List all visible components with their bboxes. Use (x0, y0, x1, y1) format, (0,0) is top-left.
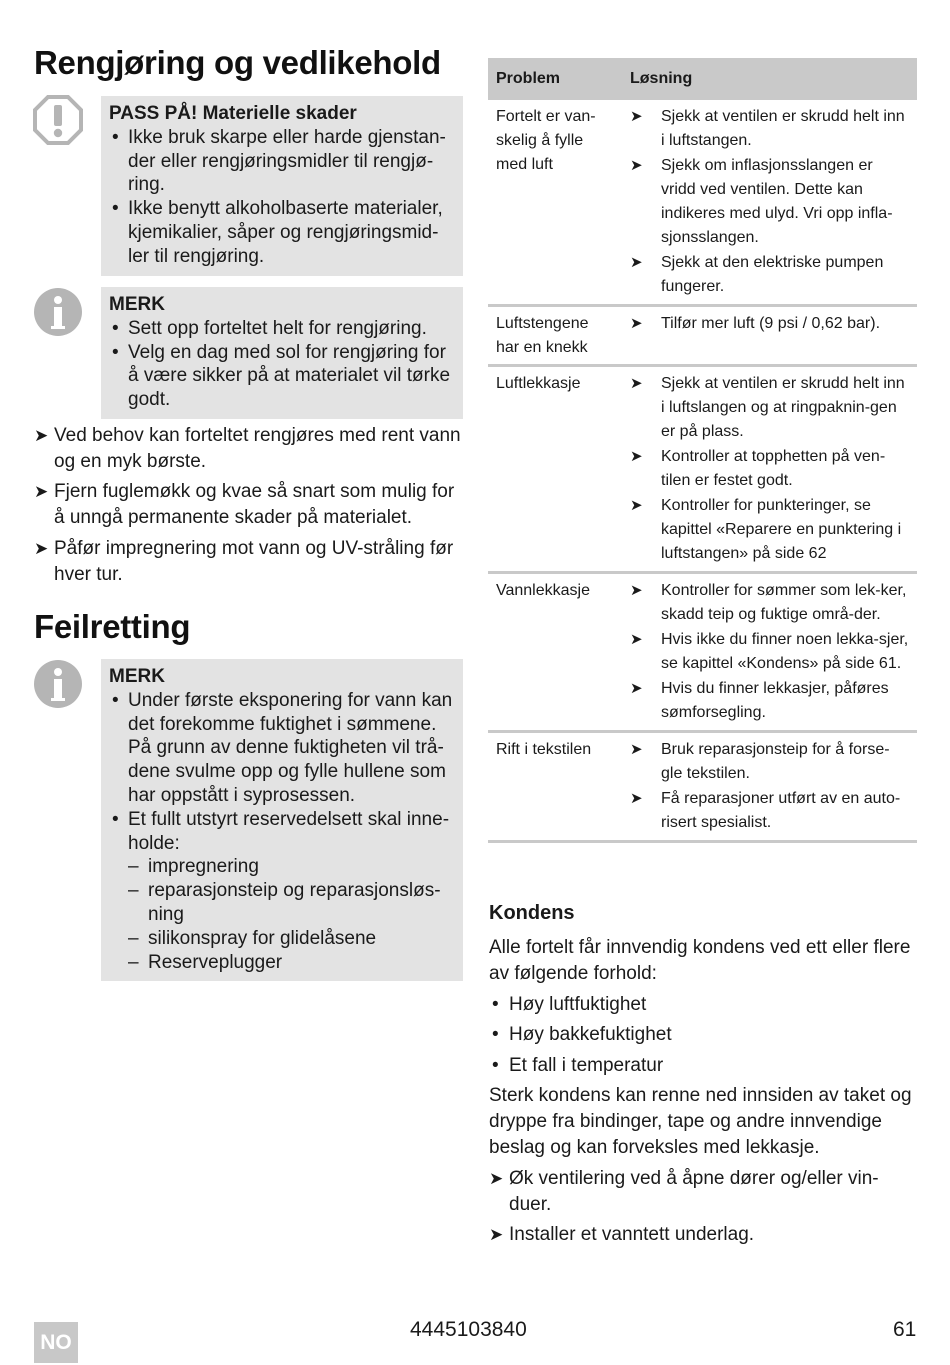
table-row (488, 573, 917, 732)
arrow-icon: ➤ (630, 448, 643, 465)
language-badge: NO (34, 1322, 78, 1363)
problem-cell: Luftstengene har en knekk (488, 306, 622, 366)
table-row (488, 306, 917, 366)
arrow-icon: ➤ (34, 539, 49, 558)
table-row (488, 732, 917, 842)
solution-item: ➤ Sjekk at ventilen er skrudd helt inn i luftstangen. (630, 105, 909, 153)
warning-octagon-icon (33, 95, 83, 145)
table-row (488, 100, 917, 306)
condensation-bullet: • Høy bakkefuktighet (489, 1022, 672, 1048)
problem-cell: Fortelt er van-skelig å fylle med luft (488, 100, 622, 306)
arrow-icon: ➤ (630, 254, 643, 271)
solution-cell (622, 100, 917, 306)
solution-cell (622, 366, 917, 573)
cleaning-step: ➤ Fjern fuglemøkk og kvae så snart som mulig for å unngå permanente skader på materialet. (34, 481, 455, 528)
note-subitem: – Reserveplugger (109, 951, 453, 975)
header-solution: Løsning (622, 58, 917, 100)
arrow-icon: ➤ (489, 1169, 504, 1188)
arrow-icon: ➤ (630, 315, 643, 332)
solution-item: ➤ Bruk reparasjonsteip for å forse-gle tekstilen. (630, 738, 909, 786)
note-box (101, 287, 463, 419)
header-problem: Problem (488, 58, 622, 100)
arrow-icon: ➤ (630, 790, 643, 807)
condensation-step: ➤ Øk ventilering ved å åpne dører og/eller vin-duer. (489, 1168, 879, 1215)
arrow-icon: ➤ (630, 680, 643, 697)
info-circle-icon (33, 287, 83, 337)
arrow-icon: ➤ (34, 482, 49, 501)
condensation-paragraph: Sterk kondens kan renne ned innsiden av taket og dryppe fra bindinger, tape og andre innvendige beslag og kan forveksles med lekkasje. (489, 1085, 912, 1158)
solution-item: ➤ Tilfør mer luft (9 psi / 0,62 bar). (630, 312, 909, 336)
condensation-bullet: • Et fall i temperatur (489, 1053, 663, 1079)
note-subitem: – impregnering (109, 855, 453, 879)
troubleshooting-note-box (101, 659, 463, 981)
page-number: 61 (893, 1318, 917, 1341)
solution-item: ➤ Hvis du finner lekkasjer, påføres sømforsegling. (630, 677, 909, 725)
condensation-intro: Alle fortelt får innvendig kondens ved ett eller flere av følgende forhold: (489, 937, 911, 984)
condensation-step: ➤ Installer et vanntett underlag. (489, 1222, 919, 1248)
problem-cell: Vannlekkasje (488, 573, 622, 732)
condensation-bullet: • Høy luftfuktighet (489, 992, 646, 1018)
solution-item: ➤ Sjekk at ventilen er skrudd helt inn i luftslangen og at ringpaknin-gen er på plass. (630, 372, 909, 444)
note-subitem: – silikonspray for glidelåsene (109, 927, 453, 951)
arrow-icon: ➤ (630, 582, 643, 599)
cleaning-heading: Rengjøring og vedlikehold (34, 44, 441, 81)
solution-cell (622, 306, 917, 366)
troubleshooting-table (488, 58, 917, 843)
document-number: 4445103840 (410, 1318, 527, 1341)
caution-title: PASS PÅ! Materielle skader (109, 103, 357, 124)
solution-item: ➤ Hvis ikke du finner noen lekka-sjer, se kapittel «Kondens» på side 61. (630, 628, 909, 676)
solution-item: ➤ Få reparasjoner utført av en auto-risert spesialist. (630, 787, 909, 835)
arrow-icon: ➤ (630, 497, 643, 514)
arrow-icon: ➤ (34, 426, 49, 445)
solution-item: ➤ Kontroller at topphetten på ven-tilen er festet godt. (630, 445, 909, 493)
troubleshooting-heading: Feilretting (34, 608, 191, 645)
solution-item: ➤ Kontroller for sømmer som lek-ker, skadd teip og fuktige områ-der. (630, 579, 909, 627)
arrow-icon: ➤ (630, 157, 643, 174)
table-row (488, 366, 917, 573)
condensation-heading: Kondens (489, 902, 575, 924)
arrow-icon: ➤ (489, 1225, 504, 1244)
solution-cell (622, 732, 917, 842)
note-subitem: – reparasjonsteip og reparasjonsløs-ning (109, 879, 453, 927)
solution-cell (622, 573, 917, 732)
info-circle-icon (33, 659, 83, 709)
caution-item: • Ikke benytt alkoholbaserte materialer, kjemikalier, såper og rengjøringsmid-ler til rengjøring. (109, 197, 453, 268)
arrow-icon: ➤ (630, 375, 643, 392)
problem-cell: Luftlekkasje (488, 366, 622, 573)
cleaning-step: ➤ Ved behov kan forteltet rengjøres med rent vann og en myk børste. (34, 425, 461, 472)
note-title: MERK (109, 666, 165, 687)
arrow-icon: ➤ (630, 631, 643, 648)
note-item: • Sett opp forteltet helt for rengjøring. (109, 317, 453, 341)
solution-item: ➤ Sjekk om inflasjonsslangen er vridd ved ventilen. Dette kan indikeres med ulyd. Vri opp infla-sjonsslangen. (630, 154, 909, 250)
note-item: • Et fullt utstyrt reservedelsett skal inne-holde: (109, 808, 453, 856)
caution-item: • Ikke bruk skarpe eller harde gjenstan-der eller rengjøringsmidler til rengjø-ring. (109, 126, 453, 197)
note-item: • Velg en dag med sol for rengjøring for å være sikker på at materialet vil tørke godt. (109, 341, 453, 412)
note-item: • Under første eksponering for vann kan det forekomme fuktighet i sømmene. På grunn av denne fuktigheten vil trå-dene svulme opp og fylle hullene som har oppstått i syprosessen. (109, 689, 453, 808)
caution-box (101, 96, 463, 276)
arrow-icon: ➤ (630, 741, 643, 758)
arrow-icon: ➤ (630, 108, 643, 125)
solution-item: ➤ Sjekk at den elektriske pumpen fungerer. (630, 251, 909, 299)
note-title: MERK (109, 294, 165, 315)
solution-item: ➤ Kontroller for punkteringer, se kapittel «Reparere en punktering i luftstangen» på side 62 (630, 494, 909, 566)
problem-cell: Rift i tekstilen (488, 732, 622, 842)
table-header-row (488, 58, 917, 100)
cleaning-step: ➤ Påfør impregnering mot vann og UV-stråling før hver tur. (34, 538, 454, 585)
